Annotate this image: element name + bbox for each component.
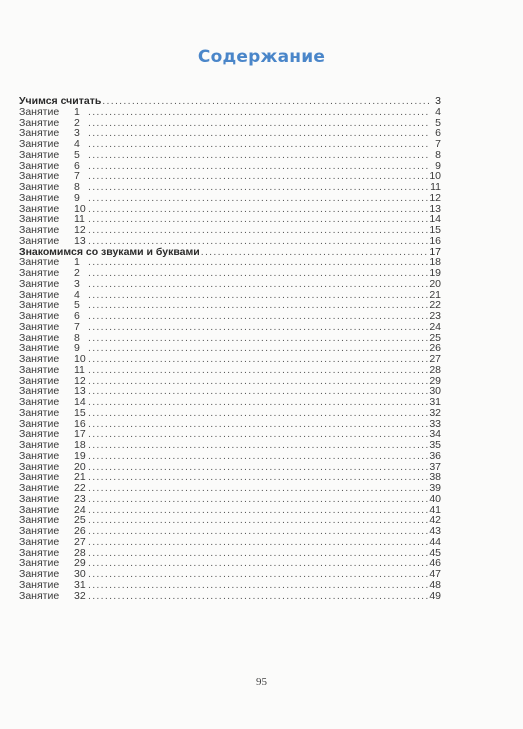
entry-number: 25 <box>74 514 86 527</box>
entry-page: 32 <box>429 406 441 419</box>
entry-page: 8 <box>435 148 441 161</box>
entry-page: 24 <box>429 320 441 333</box>
entry-page: 4 <box>435 105 441 118</box>
entry-page: 47 <box>429 568 441 580</box>
toc-entry <box>19 494 441 505</box>
toc-entry <box>19 268 441 279</box>
entry-number: 3 <box>74 277 80 290</box>
entry-page: 36 <box>429 449 441 462</box>
toc-entry <box>19 408 441 419</box>
toc-entry <box>19 193 441 204</box>
entry-number: 24 <box>74 503 86 516</box>
entry-word: Занятие <box>19 342 60 355</box>
entry-word: Занятие <box>19 406 60 419</box>
entry-number: 1 <box>74 256 80 269</box>
entry-word: Занятие <box>19 396 60 408</box>
entry-page: 30 <box>429 385 441 398</box>
table-of-contents <box>19 96 441 601</box>
entry-word: Занятие <box>19 535 60 548</box>
entry-label <box>19 580 87 591</box>
entry-number: 6 <box>74 159 80 172</box>
entry-page: 45 <box>429 546 441 559</box>
entry-word: Занятие <box>19 320 60 333</box>
toc-entry <box>19 300 441 311</box>
entry-number: 5 <box>74 299 80 312</box>
entry-number: 27 <box>74 535 86 548</box>
entry-number: 6 <box>74 310 80 322</box>
entry-word: Занятие <box>19 417 60 430</box>
entry-word: Занятие <box>19 116 60 129</box>
dot-leader <box>88 548 428 559</box>
entry-page: 37 <box>429 460 441 473</box>
entry-label <box>19 107 87 118</box>
entry-word: Занятие <box>19 439 60 451</box>
entry-number: 9 <box>74 342 80 355</box>
entry-page: 22 <box>429 299 441 312</box>
dot-leader <box>88 580 428 591</box>
entry-number: 19 <box>74 449 86 462</box>
entry-label <box>19 193 87 204</box>
dot-leader <box>88 483 428 494</box>
entry-page: 46 <box>429 557 441 570</box>
entry-label <box>19 150 87 161</box>
entry-word: Занятие <box>19 589 60 602</box>
entry-label <box>19 451 87 462</box>
entry-label <box>19 408 87 419</box>
dot-leader <box>88 311 428 322</box>
entry-page: 23 <box>429 310 441 322</box>
page-title: Содержание <box>197 47 326 67</box>
toc-entry <box>19 171 441 182</box>
entry-word: Занятие <box>19 277 60 290</box>
dot-leader <box>88 257 428 268</box>
entry-page: 39 <box>429 482 441 494</box>
entry-word: Занятие <box>19 224 60 236</box>
entry-label <box>19 322 87 333</box>
entry-word: Занятие <box>19 213 60 226</box>
dot-leader <box>88 128 430 139</box>
dot-leader <box>88 354 428 365</box>
entry-word: Занятие <box>19 159 60 172</box>
dot-leader <box>88 150 430 161</box>
dot-leader <box>88 225 428 236</box>
entry-number: 14 <box>74 396 86 408</box>
entry-page: 19 <box>429 267 441 279</box>
dot-leader <box>88 365 428 376</box>
entry-word: Занятие <box>19 578 60 591</box>
entry-word: Занятие <box>19 310 60 322</box>
entry-label <box>19 236 87 247</box>
entry-word: Занятие <box>19 385 60 398</box>
toc-entry <box>19 236 441 247</box>
entry-number: 13 <box>74 385 86 398</box>
entry-number: 2 <box>74 116 80 129</box>
entry-page: 18 <box>429 256 441 269</box>
entry-label <box>19 494 87 505</box>
entry-number: 2 <box>74 267 80 279</box>
dot-leader <box>88 290 428 301</box>
entry-number: 4 <box>74 138 80 150</box>
dot-leader <box>88 494 428 505</box>
entry-word: Занятие <box>19 449 60 462</box>
entry-number: 13 <box>74 234 86 247</box>
dot-leader <box>88 214 428 225</box>
toc-entry <box>19 279 441 290</box>
entry-number: 17 <box>74 428 86 441</box>
entry-word: Занятие <box>19 568 60 580</box>
dot-leader <box>88 333 428 344</box>
entry-number: 11 <box>74 213 85 226</box>
entry-number: 32 <box>74 589 86 602</box>
entry-page: 31 <box>429 396 441 408</box>
toc-entry <box>19 150 441 161</box>
dot-leader <box>88 204 428 215</box>
dot-leader <box>88 558 428 569</box>
toc-entry <box>19 139 441 150</box>
entry-page: 10 <box>429 170 441 183</box>
entry-word: Занятие <box>19 127 60 140</box>
dot-leader <box>88 515 428 526</box>
entry-number: 30 <box>74 568 86 580</box>
entry-number: 9 <box>74 191 80 204</box>
entry-word: Занятие <box>19 428 60 441</box>
entry-number: 8 <box>74 181 80 193</box>
entry-page: 21 <box>429 288 441 301</box>
entry-word: Занятие <box>19 191 60 204</box>
section-label: Учимся считать <box>19 95 102 107</box>
entry-word: Занятие <box>19 471 60 484</box>
entry-page: 11 <box>430 181 441 193</box>
entry-page: 43 <box>429 525 441 537</box>
entry-page: 20 <box>429 277 441 290</box>
entry-page: 40 <box>429 492 441 505</box>
entry-word: Занятие <box>19 460 60 473</box>
entry-page: 34 <box>429 428 441 441</box>
toc-entry <box>19 537 441 548</box>
entry-number: 12 <box>74 224 86 236</box>
entry-page: 13 <box>429 202 441 215</box>
entry-number: 7 <box>74 170 80 183</box>
dot-leader <box>88 107 430 118</box>
entry-number: 22 <box>74 482 86 494</box>
toc-entry <box>19 333 441 344</box>
entry-word: Занятие <box>19 256 60 269</box>
dot-leader <box>88 429 428 440</box>
dot-leader <box>88 279 428 290</box>
toc-entry <box>19 182 441 193</box>
dot-leader <box>88 462 428 473</box>
entry-word: Занятие <box>19 138 60 150</box>
entry-word: Занятие <box>19 514 60 527</box>
entry-number: 26 <box>74 525 86 537</box>
dot-leader <box>88 408 428 419</box>
toc-entry <box>19 257 441 268</box>
entry-page: 9 <box>435 159 441 172</box>
entry-page: 49 <box>429 589 441 602</box>
dot-leader <box>88 161 430 172</box>
entry-label <box>19 537 87 548</box>
dot-leader <box>88 193 428 204</box>
entry-number: 1 <box>74 105 80 118</box>
entry-page: 25 <box>429 331 441 344</box>
section-label: Знакомимся со звуками и буквами <box>19 245 200 258</box>
entry-page: 28 <box>429 363 441 376</box>
entry-word: Занятие <box>19 374 60 387</box>
page-number: 95 <box>256 676 267 688</box>
dot-leader <box>88 343 428 354</box>
entry-word: Занятие <box>19 170 60 183</box>
entry-number: 15 <box>74 406 86 419</box>
entry-number: 18 <box>74 439 86 451</box>
entry-word: Занятие <box>19 557 60 570</box>
entry-word: Занятие <box>19 202 60 215</box>
entry-number: 31 <box>74 578 86 591</box>
entry-number: 7 <box>74 320 80 333</box>
dot-leader <box>88 451 428 462</box>
entry-page: 26 <box>429 342 441 355</box>
entry-number: 10 <box>74 353 86 365</box>
entry-word: Занятие <box>19 492 60 505</box>
dot-leader <box>88 591 428 602</box>
entry-number: 5 <box>74 148 80 161</box>
toc-entry <box>19 591 441 602</box>
entry-page: 42 <box>429 514 441 527</box>
entry-number: 8 <box>74 331 80 344</box>
dot-leader <box>201 247 429 258</box>
dot-leader <box>88 139 430 150</box>
dot-leader <box>88 419 428 430</box>
entry-word: Занятие <box>19 181 60 193</box>
dot-leader <box>88 322 428 333</box>
toc-entry <box>19 322 441 333</box>
entry-number: 21 <box>74 471 86 484</box>
dot-leader <box>88 569 428 580</box>
entry-page: 44 <box>429 535 441 548</box>
entry-label <box>19 279 87 290</box>
dot-leader <box>102 96 430 107</box>
entry-page: 5 <box>435 116 441 129</box>
entry-number: 28 <box>74 546 86 559</box>
dot-leader <box>88 526 428 537</box>
entry-page: 15 <box>429 224 441 236</box>
dot-leader <box>88 537 428 548</box>
entry-word: Занятие <box>19 267 60 279</box>
dot-leader <box>88 472 428 483</box>
entry-word: Занятие <box>19 105 60 118</box>
entry-page: 3 <box>435 95 441 107</box>
entry-word: Занятие <box>19 525 60 537</box>
entry-number: 29 <box>74 557 86 570</box>
entry-page: 17 <box>429 245 441 258</box>
toc-entry <box>19 128 441 139</box>
dot-leader <box>88 505 428 516</box>
entry-label <box>19 591 87 602</box>
dot-leader <box>88 386 428 397</box>
entry-page: 14 <box>429 213 441 226</box>
toc-entry <box>19 580 441 591</box>
toc-entry <box>19 118 441 129</box>
entry-page: 33 <box>429 417 441 430</box>
entry-number: 11 <box>74 363 85 376</box>
entry-word: Занятие <box>19 363 60 376</box>
entry-number: 12 <box>74 374 86 387</box>
entry-page: 27 <box>429 353 441 365</box>
dot-leader <box>88 171 428 182</box>
entry-page: 12 <box>429 191 441 204</box>
entry-page: 6 <box>435 127 441 140</box>
entry-word: Занятие <box>19 234 60 247</box>
dot-leader <box>88 118 430 129</box>
entry-word: Занятие <box>19 546 60 559</box>
toc-entry <box>19 365 441 376</box>
entry-number: 10 <box>74 202 86 215</box>
entry-word: Занятие <box>19 148 60 161</box>
toc-section-heading <box>19 96 441 107</box>
dot-leader <box>88 268 428 279</box>
entry-page: 7 <box>435 138 441 150</box>
dot-leader <box>88 397 428 408</box>
entry-page: 38 <box>429 471 441 484</box>
entry-word: Занятие <box>19 331 60 344</box>
toc-entry <box>19 451 441 462</box>
entry-word: Занятие <box>19 299 60 312</box>
toc-section-heading <box>19 247 441 258</box>
toc-entry <box>19 107 441 118</box>
entry-word: Занятие <box>19 503 60 516</box>
entry-page: 29 <box>429 374 441 387</box>
entry-number: 20 <box>74 460 86 473</box>
toc-entry <box>19 290 441 301</box>
entry-page: 48 <box>429 578 441 591</box>
entry-page: 16 <box>429 234 441 247</box>
entry-number: 23 <box>74 492 86 505</box>
entry-page: 35 <box>429 439 441 451</box>
dot-leader <box>88 300 428 311</box>
dot-leader <box>88 236 428 247</box>
entry-page: 41 <box>429 503 441 516</box>
dot-leader <box>88 440 428 451</box>
entry-number: 4 <box>74 288 80 301</box>
entry-label <box>19 365 87 376</box>
entry-number: 16 <box>74 417 86 430</box>
entry-number: 3 <box>74 127 80 140</box>
toc-entry <box>19 311 441 322</box>
toc-entry <box>19 161 441 172</box>
entry-word: Занятие <box>19 288 60 301</box>
dot-leader <box>88 376 428 387</box>
entry-word: Занятие <box>19 353 60 365</box>
dot-leader <box>88 182 429 193</box>
entry-word: Занятие <box>19 482 60 494</box>
